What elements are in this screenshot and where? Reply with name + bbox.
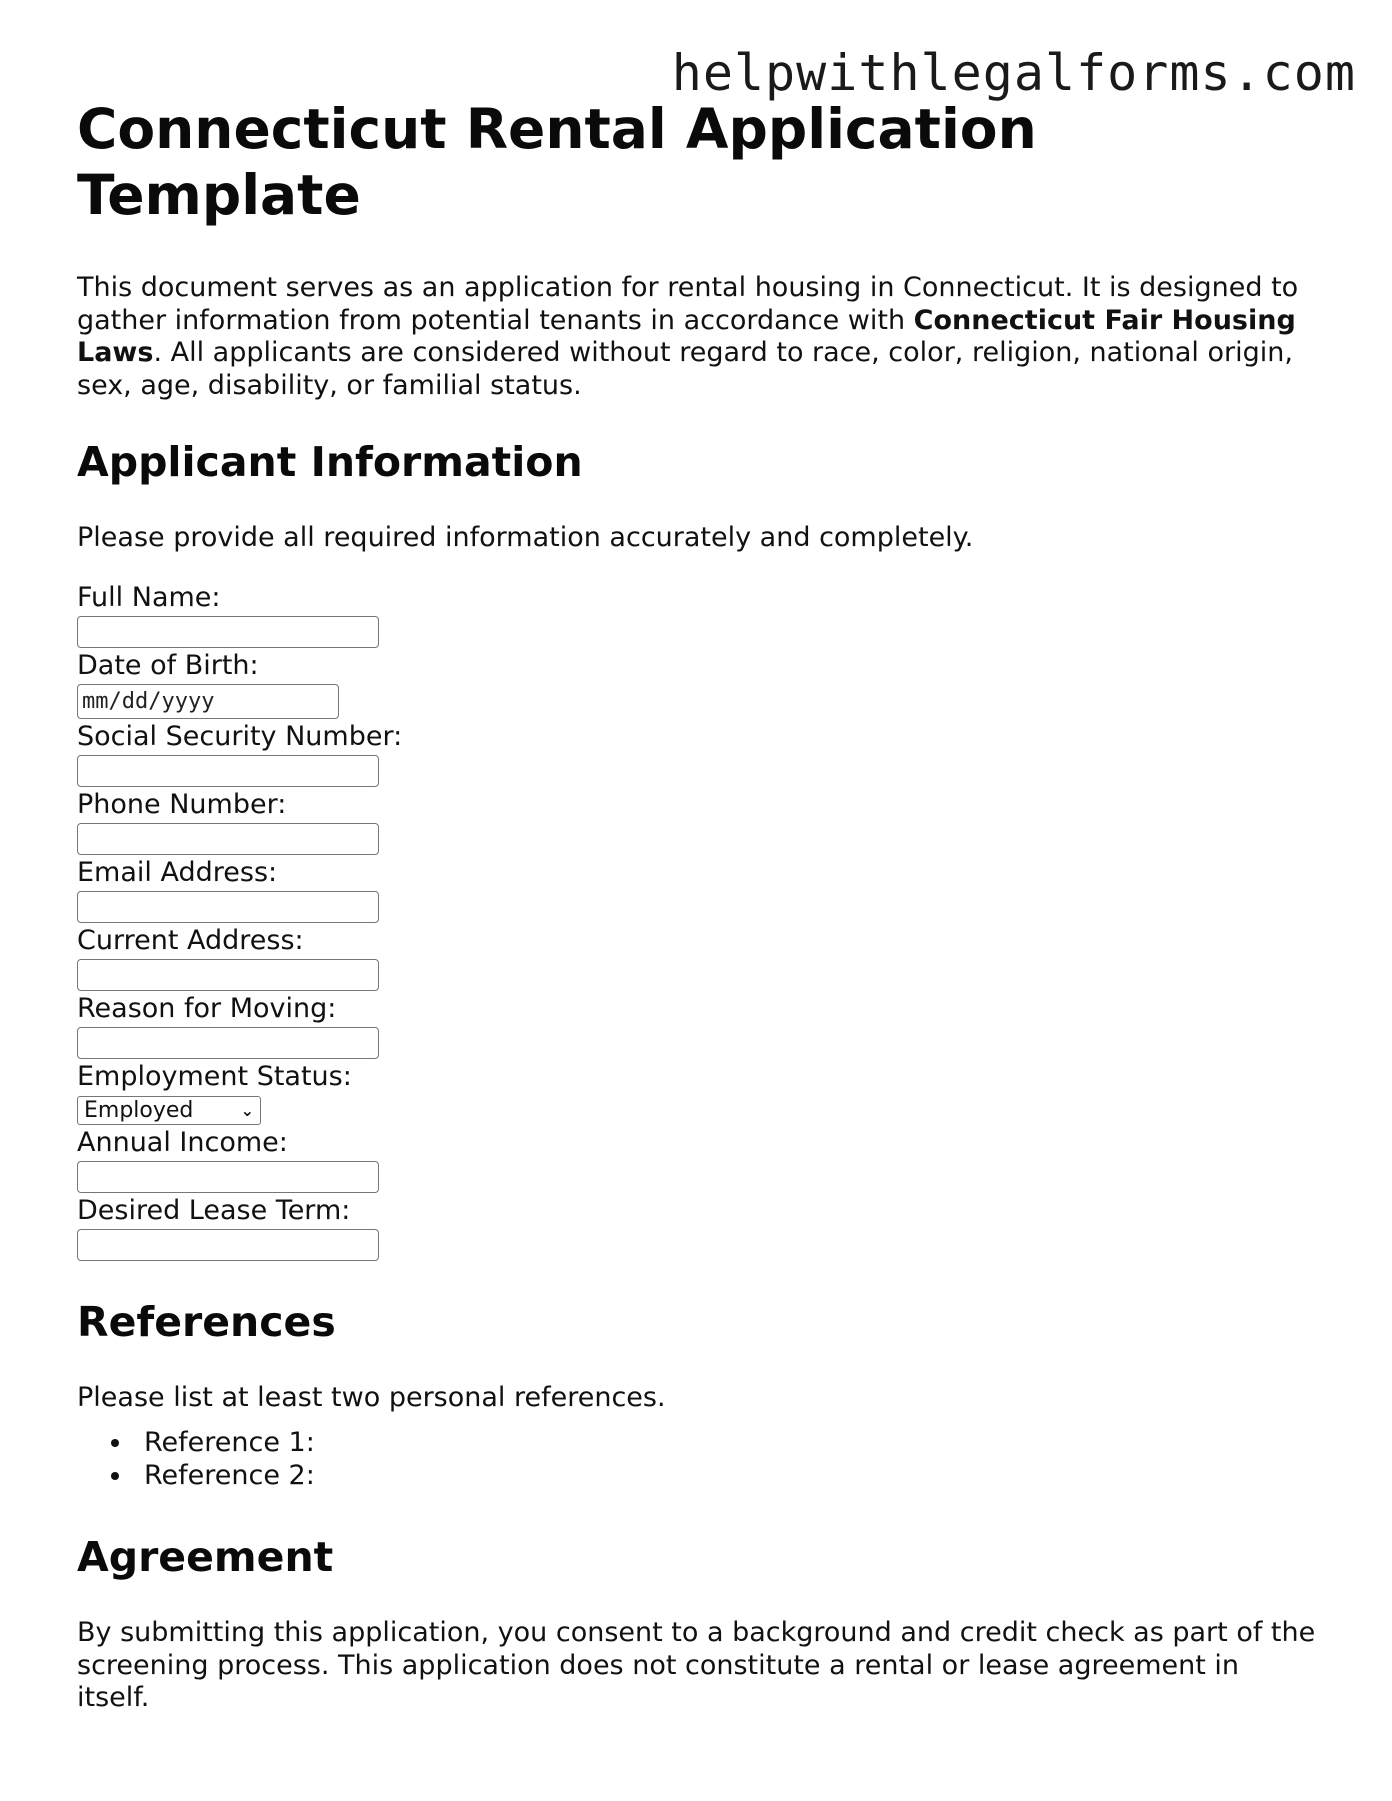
employment-status-value: Employed [84,1097,194,1123]
reference-2-label: Reference 2: [144,1460,315,1491]
agreement-text: By submitting this application, you consent to a background and credit check as part of the screening process. This application does not constitute a rental or lease agreement in itself. [77,1617,1316,1713]
chevron-down-icon: ⌄ [240,1100,254,1120]
bullet-icon [111,1439,119,1447]
intro-paragraph [77,272,1317,402]
applicant-heading: Applicant Information [77,438,583,486]
dob-label: Date of Birth: [77,649,259,681]
references-section [77,1297,1317,1493]
references-list [77,1426,1317,1492]
applicant-section [77,437,1317,1261]
phone-input[interactable] [77,823,379,855]
full-name-input[interactable] [77,616,379,648]
applicant-description: Please provide all required information accurately and completely. [77,522,974,553]
annual-income-label: Annual Income: [77,1126,288,1158]
list-item [111,1426,1317,1459]
agreement-section [77,1532,1317,1715]
bullet-icon [111,1472,119,1480]
document-page [77,96,1317,1715]
intro-bold-law: Connecticut Fair Housing Laws [77,304,1296,368]
email-input[interactable] [77,891,379,923]
employment-status-select[interactable] [77,1096,261,1125]
lease-term-label: Desired Lease Term: [77,1194,351,1226]
intro-text-start: This document serves as an application for rental housing in Connecticut. It is designed to gather information from potential tenants in accordance with [77,272,1299,336]
reason-for-moving-label: Reason for Moving: [77,992,337,1024]
reason-for-moving-input[interactable] [77,1027,379,1059]
references-heading: References [77,1297,336,1346]
email-label: Email Address: [77,856,278,888]
lease-term-input[interactable] [77,1229,379,1261]
references-description: Please list at least two personal references. [77,1381,666,1413]
page-title: Connecticut Rental Application Template [77,97,1037,227]
phone-label: Phone Number: [77,788,287,820]
current-address-input[interactable] [77,959,379,991]
intro-text-end: . All applicants are considered without regard to race, color, religion, national origin, sex, age, disability, or familial status. [77,337,1293,401]
employment-status-label: Employment Status: [77,1060,352,1092]
ssn-label: Social Security Number: [77,720,403,752]
full-name-label: Full Name: [77,581,221,613]
site-watermark: helpwithlegalforms.com [671,44,1356,102]
annual-income-input[interactable] [77,1161,379,1193]
agreement-heading: Agreement [77,1533,334,1581]
dob-placeholder: mm/dd/yyyy [82,688,215,714]
ssn-input[interactable] [77,755,379,787]
reference-1-label: Reference 1: [144,1427,315,1458]
current-address-label: Current Address: [77,924,304,956]
list-item [111,1459,1317,1492]
dob-input[interactable] [77,684,339,719]
